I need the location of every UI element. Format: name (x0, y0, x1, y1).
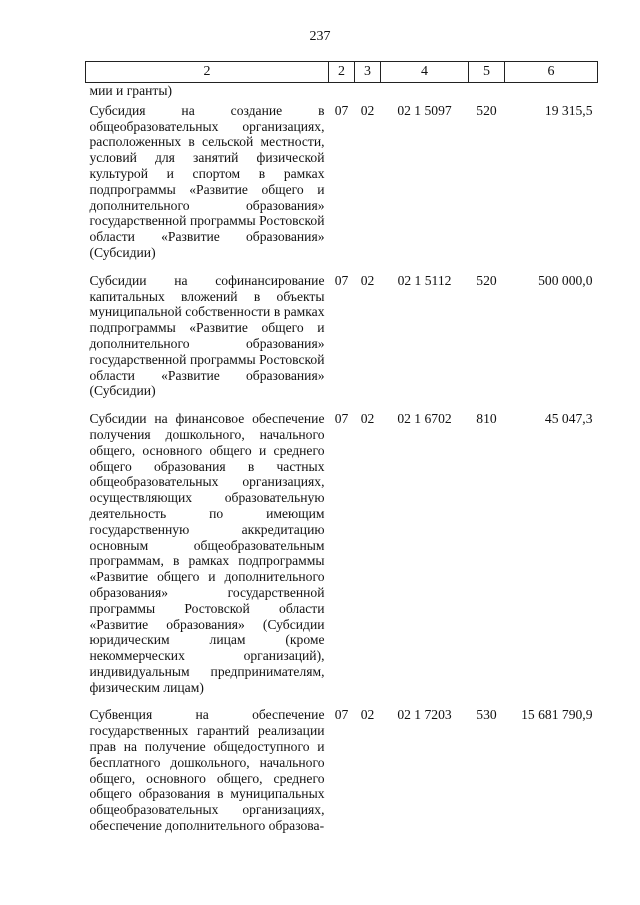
row-vr: 520 (476, 272, 497, 288)
header-cell: 2 (86, 62, 329, 83)
row-pr: 02 (360, 272, 375, 288)
header-cell: 2 (329, 62, 355, 83)
header-cell: 5 (469, 62, 505, 83)
row-sum: 19 315,5 (544, 102, 593, 118)
row-csr: 02 1 7203 (397, 707, 452, 723)
table-row (86, 99, 598, 269)
budget-table (85, 61, 598, 842)
row-pr: 02 (360, 707, 375, 723)
continuation-text: мии и гранты) (89, 83, 173, 98)
header-row (86, 62, 598, 83)
row-rz: 07 (334, 272, 349, 288)
row-vr: 530 (476, 707, 497, 723)
row-sum: 45 047,3 (544, 411, 593, 427)
row-vr: 520 (476, 102, 497, 118)
row-description: Субсидия на создание в общеобразовательных организациях, расположенных в сельской местности, условий для занятий физической культурой и спортом в рамках подпрограммы «Развитие общего и дополнительного образования» государственной программы Ростовской области «Развитие образования» (Субсидии) (89, 102, 325, 260)
row-vr: 810 (476, 411, 497, 427)
row-rz: 07 (334, 411, 349, 427)
row-csr: 02 1 5097 (397, 102, 452, 118)
row-pr: 02 (360, 411, 375, 427)
row-description: Субвенция на обеспечение государственных гарантий реализации прав на получение общедоступного и бесплатного дошкольного, начального общего, основного общего, среднего общего образования в муниципальных общеобразовательных организациях, обеспечение дополнительного образова- (89, 707, 325, 834)
header-cell: 6 (505, 62, 598, 83)
row-pr: 02 (360, 102, 375, 118)
row-csr: 02 1 6702 (397, 411, 452, 427)
page-number: 237 (309, 29, 331, 44)
table-row (86, 269, 598, 407)
row-csr: 02 1 5112 (397, 272, 452, 288)
row-description: Субсидии на финансовое обеспечение получения дошкольного, начального общего, основного общего и среднего общего образования в частных общеобразовательных организациях, осуществляющих образовательную деятельность по имеющим государственную аккредитацию основным общеобразовательным программам, в рамках подпрограммы «Развитие общего и дополнительного образования» государственной программы Ростовской области «Развитие образования» (Субсидии юридическим лицам (кроме некоммерческих организаций), индивидуальным предпринимателям, физическим лицам) (89, 411, 325, 695)
row-rz: 07 (334, 102, 349, 118)
row-rz: 07 (334, 707, 349, 723)
row-sum: 500 000,0 (538, 272, 593, 288)
row-sum: 15 681 790,9 (521, 707, 593, 723)
header-cell: 3 (355, 62, 381, 83)
header-cell: 4 (381, 62, 469, 83)
continuation-row (86, 83, 598, 99)
table-row (86, 407, 598, 703)
row-description: Субсидии на софинансирование капитальных вложений в объекты муниципальной собственности в рамках подпрограммы «Развитие общего и дополнительного образования» государственной программы Ростовской области «Развитие образования» (Субсидии) (89, 272, 325, 399)
table-row (86, 703, 598, 841)
